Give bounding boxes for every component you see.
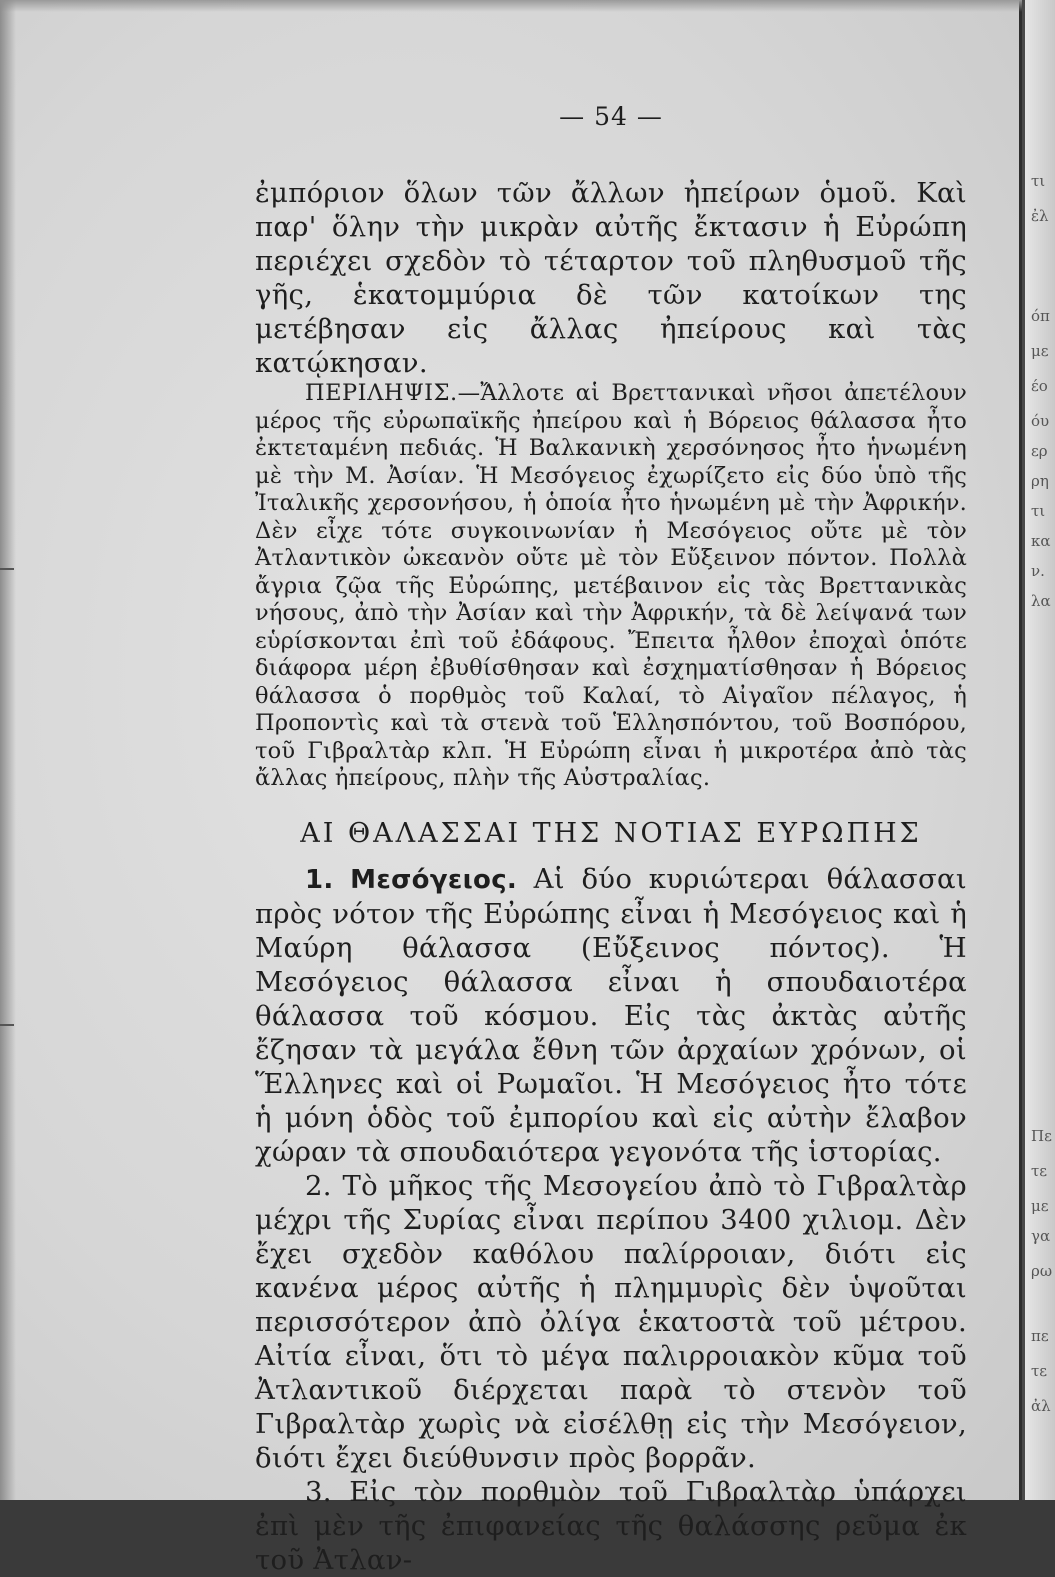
- numbered-paragraph: [255, 1169, 967, 1475]
- intro-paragraph: ἐμπόριον ὅλων τῶν ἄλλων ἠπείρων ὁμοῦ. Καὶ παρ' ὅλην τὴν μικρὰν αὐτῆς ἔκτασιν ἡ Εὐρώπη περιέχει σχεδὸν τὸ τέταρτον τοῦ πληθυσμοῦ τῆς γῆς, ἑκατομμύρια δὲ τῶν κατοίκων της μετέβησαν εἰς ἄλλας ἠπείρους καὶ τὰς κατῴκησαν.: [255, 177, 967, 379]
- adjacent-fragment: όπ: [1031, 307, 1050, 325]
- adjacent-fragment: τι: [1031, 172, 1046, 190]
- adjacent-fragment: γα: [1031, 1227, 1051, 1245]
- page-text: [255, 100, 967, 1577]
- adjacent-fragment: πε: [1031, 1327, 1049, 1345]
- paragraph-number: 1.: [305, 864, 334, 895]
- paragraph-number: 3.: [305, 1475, 332, 1508]
- adjacent-fragment: έο: [1031, 377, 1048, 395]
- paragraph-text: Τὸ μῆκος τῆς Μεσογείου ἀπὸ τὸ Γιβραλτὰρ μέχρι τῆς Συρίας εἶναι περίπου 3400 χιλιομ. Δὲν ἔχει σχεδὸν καθόλου παλίρροιαν, διότι εἰς κανένα μέρος αὐτῆς ἡ πλημμυρὶς δὲν ὑψοῦται περισσότερον ἀπὸ ὀλίγα ἑκατοστὰ τοῦ μέτρου. Αἰτία εἶναι, ὅτι τὸ μέγα παλιρροιακὸν κῦμα τοῦ Ἀτλαντικοῦ διέρχεται παρὰ τὸ στενὸν τοῦ Γιβραλτὰρ χωρὶς νὰ εἰσέλθῃ εἰς τὴν Μεσόγειον, διότι ἔχει διεύθυνσιν πρὸς βορρᾶν.: [255, 1169, 967, 1474]
- summary-text: —Ἄλλοτε αἱ Βρεττανικαὶ νῆσοι ἀπετέλουν μέρος τῆς εὐρωπαϊκῆς ἠπείρου καὶ ἡ Βόρειος θάλασσα ἦτο ἐκτεταμένη πεδιάς. Ἡ Βαλκανικὴ χερσόνησος ἦτο ἡνωμένη μὲ τὴν Μ. Ἀσίαν. Ἡ Μεσόγειος ἐχωρίζετο εἰς δύο ὑπὸ τῆς Ἰταλικῆς χερσονήσου, ἡ ὁποία ἦτο ἡνωμένη μὲ τὴν Ἀφρικήν. Δὲν εἶχε τότε συγκοινωνίαν ἡ Μεσόγειος οὔτε μὲ τὸν Ἀτλαντικὸν ὠκεανὸν οὔτε μὲ τὸν Εὔξεινον πόντον. Πολλὰ ἄγρια ζῷα τῆς Εὐρώπης, μετέβαινον εἰς τὰς Βρεττανικὰς νήσους, ἀπὸ τὴν Ἀσίαν καὶ τὴν Ἀφρικήν, τὰ δὲ λείψανά των εὑρίσκονται ἐπὶ τοῦ ἐδάφους. Ἔπειτα ἦλθον ἐποχαὶ ὁπότε διάφορα μέρη ἐβυθίσθησαν καὶ ἐσχηματίσθησαν ἡ Βόρειος θάλασσα ὁ πορθμὸς τοῦ Καλαί, τὸ Αἰγαῖον πέλαγος, ἡ Προποντὶς καὶ τὰ στενὰ τοῦ Ἑλλησπόντου, τοῦ Βοσπόρου, τοῦ Γιβραλτὰρ κλπ. Ἡ Εὐρώπη εἶναι ἡ μικροτέρα ἀπὸ τὰς ἄλλας ἠπείρους, πλὴν τῆς Αὐστραλίας.: [255, 380, 967, 791]
- adjacent-fragment: με: [1031, 1197, 1049, 1215]
- margin-mark: [0, 568, 14, 570]
- margin-mark: [0, 1024, 14, 1026]
- summary-label: ΠΕΡΙΛΗΨΙΣ.: [305, 380, 458, 406]
- adjacent-fragment: ἀλ: [1031, 1397, 1051, 1415]
- adjacent-fragment: ρη: [1031, 472, 1049, 490]
- adjacent-fragment: τι: [1031, 502, 1046, 520]
- adjacent-fragment: τε: [1031, 1362, 1048, 1380]
- adjacent-fragment: ερ: [1031, 442, 1048, 460]
- page-number: — 54 —: [559, 102, 663, 131]
- adjacent-fragment: ρω: [1031, 1262, 1053, 1280]
- adjacent-fragment: με: [1031, 342, 1049, 360]
- binding-shadow: [0, 0, 16, 1500]
- adjacent-fragment: Πε: [1031, 1127, 1052, 1145]
- paragraph-text: Εἰς τὸν πορθμὸν τοῦ Γιβραλτὰρ ὑπάρχει ἐπὶ μὲν τῆς ἐπιφανείας τῆς θαλάσσης ρεῦμα ἐκ τοῦ Ἀτλαν-: [255, 1475, 967, 1576]
- adjacent-fragment: λα: [1031, 592, 1051, 610]
- adjacent-fragment: ἐλ: [1031, 207, 1049, 225]
- numbered-paragraph: [255, 862, 967, 1169]
- section-heading: ΑΙ ΘΑΛΑΣΣΑΙ ΤΗΣ ΝΟΤΙΑΣ ΕΥΡΩΠΗΣ: [300, 817, 922, 849]
- paragraph-number: 2.: [305, 1169, 332, 1202]
- adjacent-fragment: κα: [1031, 532, 1051, 550]
- paragraph-keyword: Μεσόγειος.: [350, 864, 518, 895]
- adjacent-page-edge: [1025, 0, 1055, 1500]
- adjacent-fragment: τε: [1031, 1162, 1048, 1180]
- adjacent-fragment: όυ: [1031, 412, 1050, 430]
- numbered-paragraph: [255, 1475, 967, 1577]
- page-top-shadow: [0, 0, 1022, 12]
- summary-paragraph: [255, 380, 967, 793]
- paragraph-text: Αἱ δύο κυριώτεραι θάλασσαι πρὸς νότον τῆς Εὐρώπης εἶναι ἡ Μεσόγειος καὶ ἡ Μαύρη θάλασσα (Εὔξεινος πόντος). Ἡ Μεσόγειος θάλασσα εἶναι ἡ σπουδαιοτέρα θάλασσα τοῦ κόσμου. Εἰς τὰς ἀκτὰς αὐτῆς ἔζησαν τὰ μεγάλα ἔθνη τῶν ἀρχαίων χρόνων, οἱ Ἕλληνες καὶ οἱ Ρωμαῖοι. Ἡ Μεσόγειος ἦτο τότε ἡ μόνη ὁδὸς τοῦ ἐμπορίου καὶ εἰς αὐτὴν ἔλαβον χώραν τὰ σπουδαιότερα γεγονότα τῆς ἱστορίας.: [255, 862, 967, 1168]
- adjacent-fragment: ν.: [1031, 562, 1045, 580]
